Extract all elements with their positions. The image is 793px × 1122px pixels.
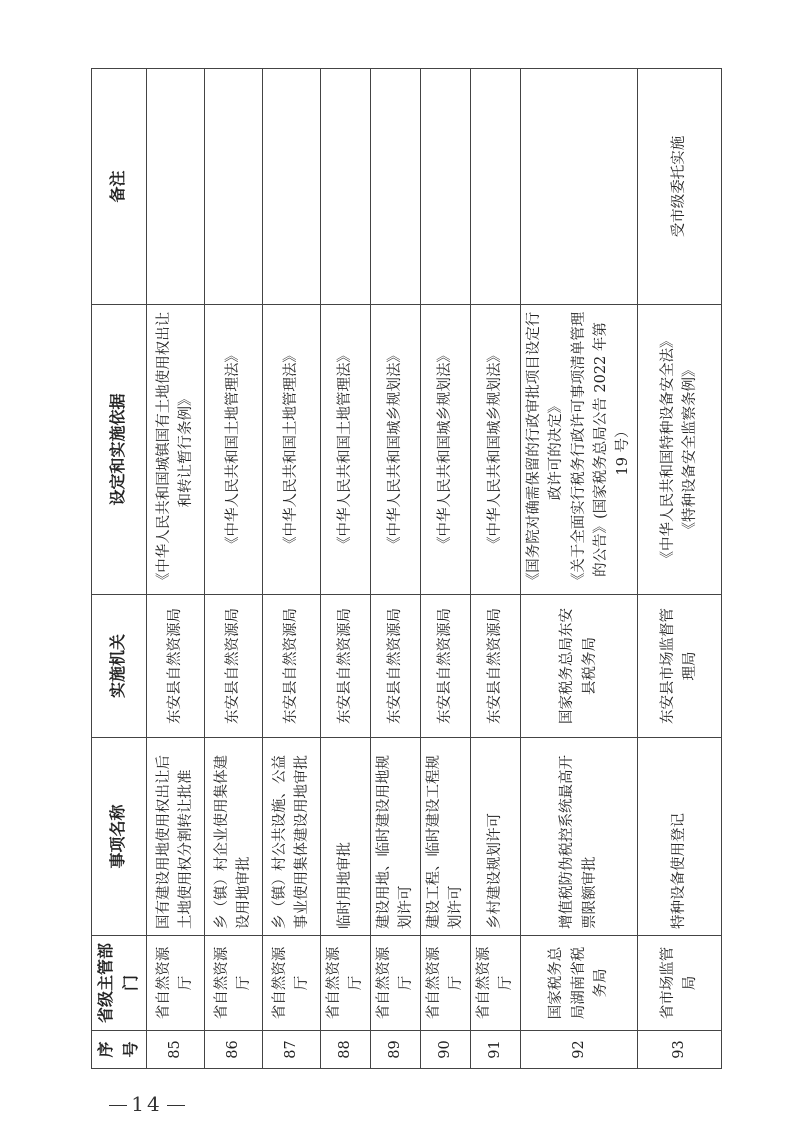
- table-row: [637, 69, 721, 1069]
- cell-note: [470, 69, 520, 305]
- cell-basis: [262, 305, 320, 595]
- cell-agency: 东安县自然资源局: [204, 595, 262, 738]
- cell-note: [520, 69, 637, 305]
- cell-department: 省自然资源厅: [370, 936, 420, 1031]
- cell-basis: [470, 305, 520, 595]
- cell-department: 省自然资源厅: [146, 936, 204, 1031]
- basis-line: 《中华人民共和国城镇国有土地使用权出让和转让暂行条例》: [155, 311, 195, 588]
- cell-item: 乡村建设规划许可: [470, 738, 520, 936]
- cell-department: 省自然资源厅: [420, 936, 470, 1031]
- cell-item: 建设用地、临时建设用地规划许可: [370, 738, 420, 936]
- cell-item: 国有建设用地使用权出让后土地使用权分割转让批准: [146, 738, 204, 936]
- basis-line: 《中华人民共和国土地管理法》: [282, 348, 299, 551]
- cell-basis: [370, 305, 420, 595]
- cell-note: [320, 69, 370, 305]
- page-number-value: 14: [131, 1092, 163, 1116]
- basis-line: 《中华人民共和国土地管理法》: [336, 348, 353, 551]
- header-item: 事项名称: [92, 738, 147, 936]
- cell-department: 省自然资源厅: [262, 936, 320, 1031]
- cell-department: 国家税务总局湖南省税务局: [520, 936, 637, 1031]
- cell-note: [420, 69, 470, 305]
- cell-item: 乡（镇）村公共设施、公益事业使用集体建设用地审批: [262, 738, 320, 936]
- table-row: [204, 69, 262, 1069]
- cell-department: 省市场监管局: [637, 936, 721, 1031]
- cell-basis: [637, 305, 721, 595]
- cell-basis: [146, 305, 204, 595]
- cell-basis: [420, 305, 470, 595]
- header-basis: 设定和实施依据: [92, 305, 147, 595]
- cell-no: 92: [520, 1031, 637, 1069]
- table-row: [420, 69, 470, 1069]
- cell-basis: [520, 305, 637, 595]
- cell-agency: 东安县自然资源局: [470, 595, 520, 738]
- cell-item: 增值税防伪税控系统最高开票限额审批: [520, 738, 637, 936]
- cell-basis: [204, 305, 262, 595]
- table-header-row: [92, 69, 147, 1069]
- approval-items-table: [91, 68, 722, 1069]
- page-number: [97, 1092, 197, 1116]
- table-row: [370, 69, 420, 1069]
- cell-no: 86: [204, 1031, 262, 1069]
- cell-agency: 东安县自然资源局: [370, 595, 420, 738]
- basis-line: 《中华人民共和国城乡规划法》: [486, 348, 503, 551]
- cell-no: 87: [262, 1031, 320, 1069]
- cell-agency: 东安县自然资源局: [146, 595, 204, 738]
- cell-no: 90: [420, 1031, 470, 1069]
- table-row: [146, 69, 204, 1069]
- basis-line: 《中华人民共和国城乡规划法》: [436, 348, 453, 551]
- header-department: 省级主管部门: [92, 936, 147, 1031]
- page-dash-left: [109, 1105, 127, 1107]
- table-row: [470, 69, 520, 1069]
- cell-agency: 东安县自然资源局: [420, 595, 470, 738]
- cell-no: 89: [370, 1031, 420, 1069]
- basis-line: 《关于全面实行税务行政许可事项清单管理的公告》(国家税务总局公告 2022 年第 19 号）: [570, 311, 632, 588]
- cell-no: 88: [320, 1031, 370, 1069]
- cell-note: [370, 69, 420, 305]
- table-row: [520, 69, 637, 1069]
- basis-line: 《中华人民共和国城乡规划法》: [386, 348, 403, 551]
- cell-no: 85: [146, 1031, 204, 1069]
- header-note: 备注: [92, 69, 147, 305]
- basis-line: 《国务院对确需保留的行政审批项目设定行政许可的决定》: [525, 311, 565, 588]
- cell-department: 省自然资源厅: [470, 936, 520, 1031]
- cell-agency: 东安县自然资源局: [262, 595, 320, 738]
- cell-note: [262, 69, 320, 305]
- cell-item: 乡（镇）村企业使用集体建设用地审批: [204, 738, 262, 936]
- cell-agency: 国家税务总局东安县税务局: [520, 595, 637, 738]
- page-dash-right: [167, 1105, 185, 1107]
- cell-item: 特种设备使用登记: [637, 738, 721, 936]
- cell-agency: 东安县自然资源局: [320, 595, 370, 738]
- basis-line: 《特种设备安全监察条例》: [682, 362, 699, 537]
- cell-note: [146, 69, 204, 305]
- cell-basis: [320, 305, 370, 595]
- cell-no: 91: [470, 1031, 520, 1069]
- basis-line: 《中华人民共和国土地管理法》: [224, 348, 241, 551]
- cell-note: 受市级委托实施: [637, 69, 721, 305]
- table-row: [262, 69, 320, 1069]
- table-row: [320, 69, 370, 1069]
- basis-line: 《中华人民共和国特种设备安全法》: [659, 333, 676, 566]
- cell-note: [204, 69, 262, 305]
- cell-department: 省自然资源厅: [204, 936, 262, 1031]
- cell-department: 省自然资源厅: [320, 936, 370, 1031]
- cell-no: 93: [637, 1031, 721, 1069]
- header-no: 序号: [92, 1031, 147, 1069]
- header-agency: 实施机关: [92, 595, 147, 738]
- cell-item: 建设工程、临时建设工程规划许可: [420, 738, 470, 936]
- cell-agency: 东安县市场监督管理局: [637, 595, 721, 738]
- cell-item: 临时用地审批: [320, 738, 370, 936]
